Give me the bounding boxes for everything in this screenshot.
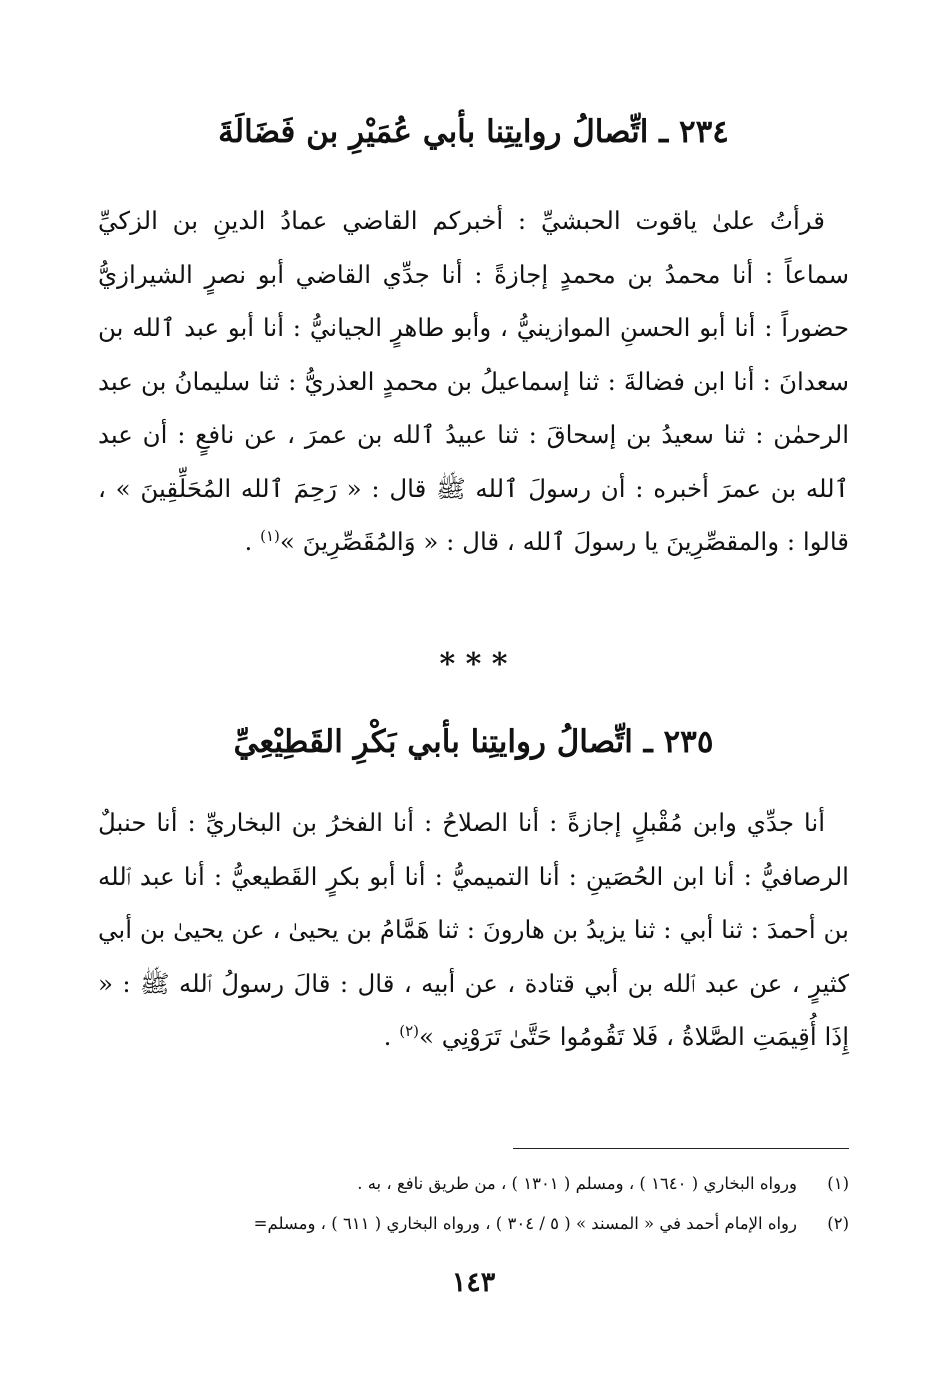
section-body-234-tail: . <box>244 527 261 556</box>
section-separator: * * * <box>439 647 508 682</box>
page-number: ١٤٣ <box>451 1267 496 1298</box>
section-body-235 <box>98 796 849 1064</box>
footnote-ref-2[interactable]: (٢) <box>399 1021 420 1040</box>
footnote-2 <box>92 1212 849 1236</box>
footnote-divider <box>513 1148 849 1149</box>
section-body-234-text: قرأتُ علىٰ ياقوت الحبشيِّ : أخبركم القاضي عمادُ الدينِ بن الزكيِّ سماعاً : أنا محمدُ بن محمدٍ إجازةً : أنا جدِّي القاضي أبو نصرٍ الشيرازيُّ حضوراً : أنا أبو الحسنِ الموازينيُّ ، وأبو طاهرٍ الجيانيُّ : أنا أبو عبد ٱلله بن سعدانَ : أنا ابن فضالةَ : ثنا إسماعيلُ بن محمدٍ العذريُّ : ثنا سليمانُ بن عبد الرحمٰن : ثنا سعيدُ بن إسحاقَ : ثنا عبيدُ ٱلله بن عمرَ ، عن نافعٍ : أن عبد ٱلله بن عمرَ أخبره : أن رسولَ ٱلله ﷺ قال : « رَحِمَ ٱلله المُحَلِّقِينَ » ، قالوا : والمقصِّرِينَ يا رسولَ ٱلله ، قال : « وَالمُقَصِّرِينَ » <box>98 206 849 556</box>
footnote-text: ورواه البخاري ( ١٦٤٠ ) ، ومسلم ( ١٣٠١ ) ، من طريق نافع ، به . <box>357 1174 797 1193</box>
footnote-text: رواه الإمام أحمد في « المسند » ( ٥ / ٣٠٤ ) ، ورواه البخاري ( ٦١١ ) ، ومسلم= <box>253 1214 797 1233</box>
footnote-1 <box>92 1172 849 1196</box>
section-body-235-text: أنا جدِّي وابن مُقْبلٍ إجازةً : أنا الصلاحُ : أنا الفخرُ بن البخاريِّ : أنا حنبلٌ الرصافيُّ : أنا ابن الحُصَينِ : أنا التميميُّ : أنا أبو بكرٍ القَطيعيُّ : أنا عبد ٱلله بن أحمدَ : ثنا أبي : ثنا يزيدُ بن هارونَ : ثنا هَمَّامُ بن يحيىٰ ، عن يحيىٰ بن أبي كثيرٍ ، عن عبد ٱلله بن أبي قتادة ، عن أبيه ، قال : قالَ رسولُ ٱلله ﷺ : « إِذَا أُقِيمَتِ الصَّلاةُ ، فَلا تَقُومُوا حَتَّىٰ تَرَوْنِي » <box>98 808 849 1051</box>
footnote-number: (١) <box>827 1174 849 1193</box>
section-heading-234: ٢٣٤ ـ اتِّصالُ روايتِنا بأبي عُمَيْرِ بن فَضَالَةَ <box>218 114 729 150</box>
section-body-235-tail: . <box>383 1022 400 1051</box>
section-body-234 <box>98 194 849 569</box>
section-heading-235: ٢٣٥ ـ اتِّصالُ روايتِنا بأبي بَكْرِ القَطِيْعِيِّ <box>233 724 714 760</box>
footnote-ref-1[interactable]: (١) <box>260 526 280 545</box>
book-page <box>98 0 849 1392</box>
footnote-number: (٢) <box>827 1214 849 1233</box>
